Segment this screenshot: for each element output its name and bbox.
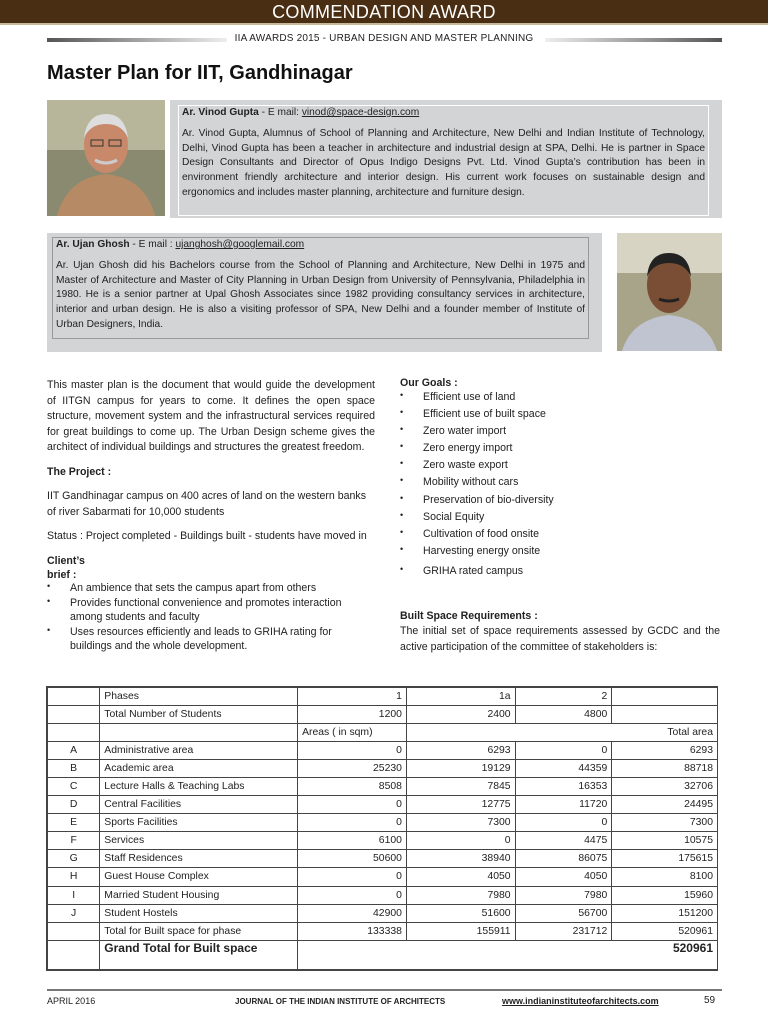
goal-item: • Efficient use of built space [400,407,720,422]
cell: 7300 [406,814,515,832]
requirements-heading: Built Space Requirements : [400,609,538,622]
email-link[interactable]: vinod@space-design.com [301,107,420,118]
row-name: Staff Residences [100,850,298,868]
architect-bio: Ar. Ujan Ghosh did his Bachelors course from the School of Planning and Architecture, New Delhi in 1975 and Master of Architecture and Master of City Planning in Urban Design from University of Pennsylvania, Philadelphia in 1980. He is a senior partner at Upal Ghosh Associates since 1982 providing consultancy services in architecture, interior and urban design. He is also a visiting professor of SPA, New Delhi and a founder member of Institute of Urban Designers, India. [56,259,585,330]
table-row [47,777,718,795]
row-name: Guest House Complex [100,868,298,886]
cell: 6100 [298,832,407,850]
cell: 24495 [612,796,718,814]
brief-heading-2: brief : [47,569,77,581]
cell: 7845 [406,777,515,795]
cell: 0 [298,868,407,886]
built-space-table [46,686,718,971]
row-name: Academic area [100,759,298,777]
row-id: E [47,814,100,832]
phases-label: Phases [100,687,298,705]
cell: 151200 [612,904,718,922]
cell: 4475 [515,832,612,850]
cell: 4050 [515,868,612,886]
cell: 8100 [612,868,718,886]
architect-bio: Ar. Vinod Gupta, Alumnus of School of Planning and Architecture, New Delhi and Indian Institute of Technology, Delhi, Vinod Gupta has been a teacher in architecture and industrial design at SPA, Delhi. He is partner in Space Design Consultants and Director of Opus Indigo Designs Pvt. Ltd. Vinod Gupta’s contribution has been in environment friendly architecture and interior design. His current work focuses on sustainable design and ergonomics and includes master planning, architecture and furniture design. [182,127,705,198]
cell: 56700 [515,904,612,922]
row-name: Administrative area [100,741,298,759]
goal-item: • Harvesting energy onsite [400,544,720,559]
cell: 10575 [612,832,718,850]
table-row-phases [47,687,718,705]
areas-label: Areas ( in sqm) [298,723,407,741]
row-name: Student Hostels [100,904,298,922]
architect-card-vinod-gupta [170,100,722,218]
footer-divider [47,989,722,991]
brief-item: • Uses resources efficiently and leads to GRIHA rating for buildings and the whole development. [47,625,375,654]
table-row [47,759,718,777]
cell: 19129 [406,759,515,777]
row-name: Central Facilities [100,796,298,814]
table-row [47,796,718,814]
right-column [400,377,720,664]
table-row [47,886,718,904]
cell: 15960 [612,886,718,904]
cell: 86075 [515,850,612,868]
footer-url[interactable]: www.indianinstituteofarchitects.com [502,996,659,1006]
brief-item: • Provides functional convenience and promotes interaction among students and faculty [47,596,375,625]
brief-heading: Client’s [47,554,85,567]
table-row [47,741,718,759]
table-row [47,868,718,886]
goal-item: • Zero energy import [400,441,720,456]
photo-vinod-gupta [47,100,165,216]
row-name: Lecture Halls & Teaching Labs [100,777,298,795]
total-area-label: Total area [406,723,717,741]
goal-item: • GRIHA rated campus [400,564,720,579]
cell: 6293 [612,741,718,759]
architect-name: Ar. Ujan Ghosh [56,239,130,250]
cell: 0 [515,814,612,832]
cell: 2 [515,687,612,705]
students-label: Total Number of Students [100,705,298,723]
cell: 38940 [406,850,515,868]
goal-item: • Efficient use of land [400,390,720,405]
email-label: - E mail: [258,107,302,118]
goals-heading: Our Goals : [400,377,458,389]
row-id: I [47,886,100,904]
email-label: - E mail : [129,239,176,250]
cell: 8508 [298,777,407,795]
award-banner: COMMENDATION AWARD [0,0,768,25]
requirements-text: The initial set of space requirements assessed by GCDC and the active participation of the committee of stakeholders is: [400,625,720,653]
cell: 231712 [515,922,612,940]
table-row-units [47,723,718,741]
table-row [47,832,718,850]
grand-total-value: 520961 [298,940,718,970]
cell: 42900 [298,904,407,922]
cell: 0 [298,741,407,759]
goal-item: • Zero waste export [400,458,720,473]
table-row [47,814,718,832]
goal-item: • Mobility without cars [400,475,720,490]
cell: 11720 [515,796,612,814]
cell: 520961 [612,922,718,940]
project-text: IIT Gandhinagar campus on 400 acres of land on the western banks of river Sabarmati for 10,000 students [47,490,366,518]
status-text: Status : Project completed - Buildings built - students have moved in [47,530,367,542]
cell: 7300 [612,814,718,832]
cell: 175615 [612,850,718,868]
empty-cell [47,940,100,970]
cell: 25230 [298,759,407,777]
cell: 50600 [298,850,407,868]
cell: 0 [298,886,407,904]
row-id: B [47,759,100,777]
row-name: Sports Facilities [100,814,298,832]
intro-text: This master plan is the document that would guide the development of IITGN campus for years to come. It defines the open space structure, movement system and the infrastructural services required for great buildings to come up. The Urban Design scheme gives the architect of individual buildings and structures the greatest freedom. [47,379,375,453]
table-row-phase-total [47,922,718,940]
goal-item: • Social Equity [400,510,720,525]
row-id: A [47,741,100,759]
cell: 155911 [406,922,515,940]
footer-journal: JOURNAL OF THE INDIAN INSTITUTE OF ARCHITECTS [235,997,446,1006]
row-name: Married Student Housing [100,886,298,904]
row-id: D [47,796,100,814]
photo-ujan-ghosh [617,233,722,351]
cell: 0 [298,796,407,814]
email-link[interactable]: ujanghosh@googlemail.com [175,239,305,250]
phase-total-label: Total for Built space for phase [100,922,298,940]
cell: 88718 [612,759,718,777]
page-title: Master Plan for IIT, Gandhinagar [47,62,353,84]
cell: 1 [298,687,407,705]
architect-name: Ar. Vinod Gupta [182,107,259,118]
cell: 7980 [406,886,515,904]
row-id: C [47,777,100,795]
row-id: J [47,904,100,922]
row-id: F [47,832,100,850]
cell: 4800 [515,705,612,723]
cell: 51600 [406,904,515,922]
row-name: Services [100,832,298,850]
cell: 0 [406,832,515,850]
cell: 7980 [515,886,612,904]
row-id: H [47,868,100,886]
footer-date: APRIL 2016 [47,996,96,1006]
cell: 6293 [406,741,515,759]
table-row [47,850,718,868]
cell: 32706 [612,777,718,795]
table-row-grand-total [47,940,718,970]
cell: 44359 [515,759,612,777]
empty-cell [47,922,100,940]
cell: 0 [515,741,612,759]
brief-item: • An ambience that sets the campus apart from others [47,581,375,596]
cell: 133338 [298,922,407,940]
cell: 1200 [298,705,407,723]
cell: 2400 [406,705,515,723]
cell: 0 [298,814,407,832]
goal-item: • Cultivation of food onsite [400,527,720,542]
architect-card-ujan-ghosh [47,233,602,352]
cell: 16353 [515,777,612,795]
left-column [47,378,375,654]
project-heading: The Project : [47,465,112,478]
goal-item: • Zero water import [400,424,720,439]
page-number: 59 [704,995,716,1006]
cell: 1a [406,687,515,705]
award-category: IIA AWARDS 2015 - URBAN DESIGN AND MASTER PLANNING [234,33,534,44]
cell: 4050 [406,868,515,886]
table-row-students [47,705,718,723]
row-id: G [47,850,100,868]
grand-total-label: Grand Total for Built space [100,940,298,970]
table-row [47,904,718,922]
goal-item: • Preservation of bio-diversity [400,493,720,508]
cell: 12775 [406,796,515,814]
